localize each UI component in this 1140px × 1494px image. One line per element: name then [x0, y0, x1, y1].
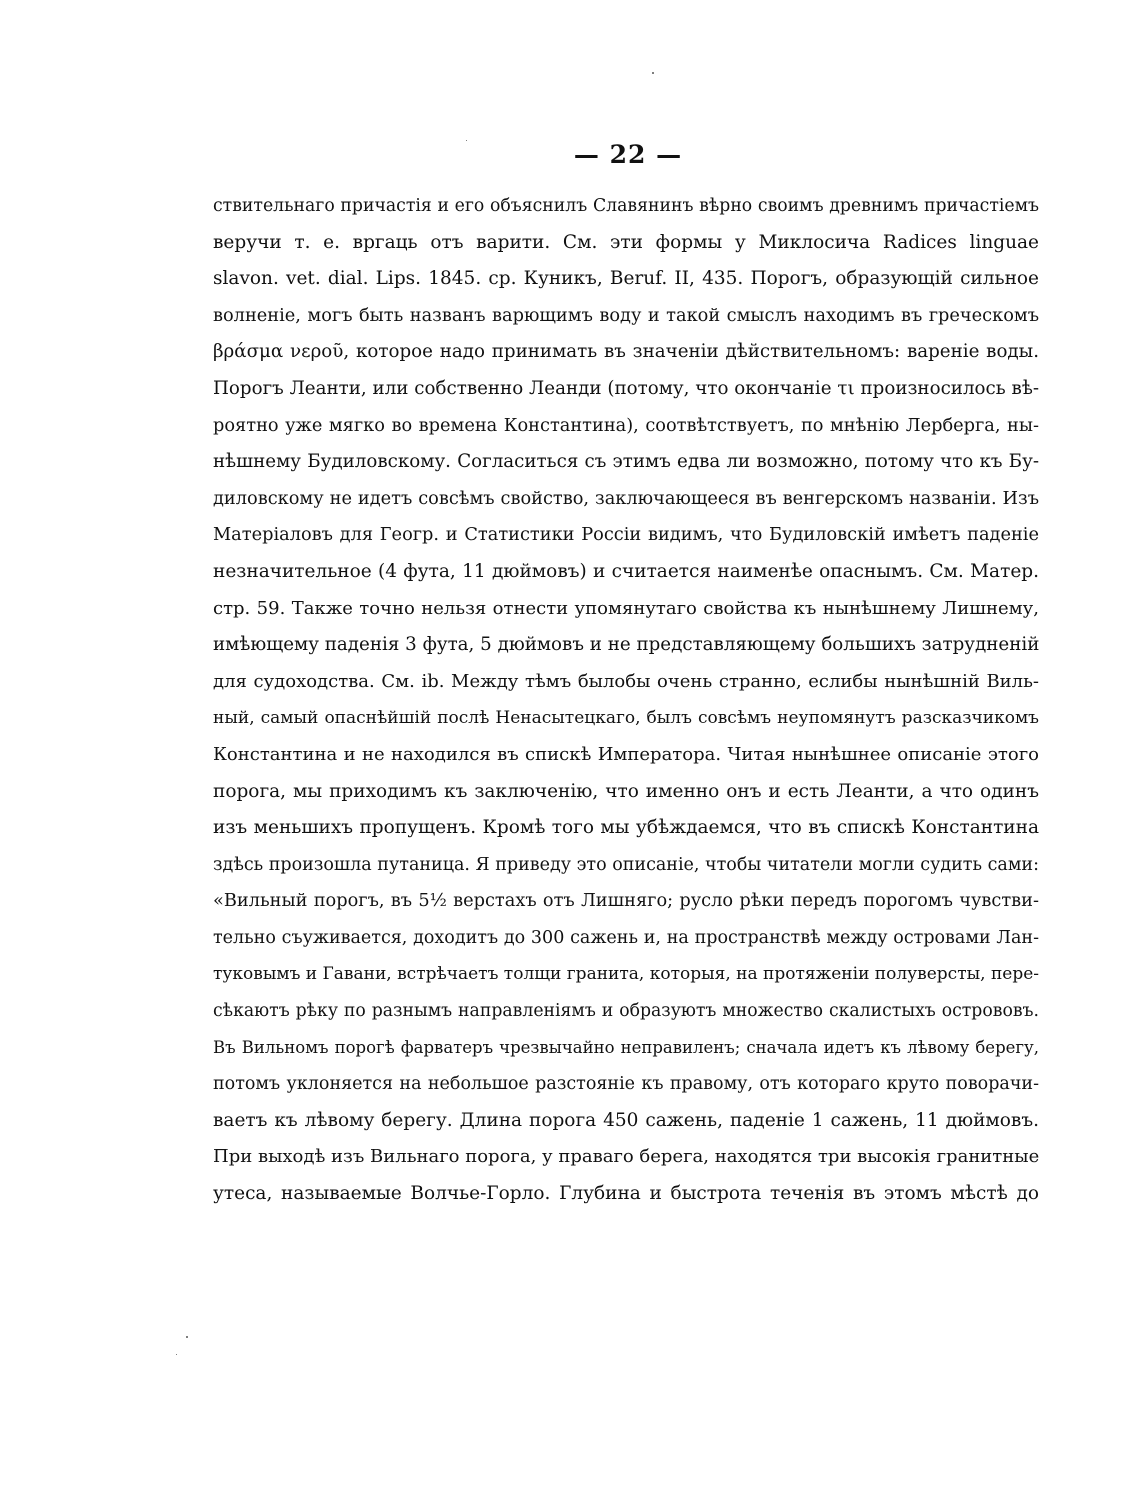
text-line: стр. 59. Также точно нельзя отнести упомянутаго свойства къ нынѣшнему Лишнему, [213, 597, 1039, 619]
page-number: — 22 — [573, 140, 683, 169]
text-line: Въ Вильномъ порогѣ фарватеръ чрезвычайно неправиленъ; сначала идетъ къ лѣвому берегу, [213, 1037, 1039, 1057]
text-line: нѣшнему Будиловскому. Согласиться съ этимъ едва ли возможно, потому что къ Бу- [213, 451, 1039, 473]
text-line: ваетъ къ лѣвому берегу. Длина порога 450 сажень, паденіе 1 сажень, 11 дюймовъ. [213, 1109, 1039, 1131]
text-line: незначительное (4 фута, 11 дюймовъ) и считается наименѣе опаснымъ. См. Матер. [213, 560, 1039, 582]
paper-speck [652, 72, 654, 74]
text-line: туковымъ и Гавани, встрѣчаетъ толщи гранита, которыя, на протяженіи полуверсты, пере- [213, 964, 1039, 985]
text-line: ный, самый опаснѣйшій послѣ Ненасытецкаго, былъ совсѣмъ неупомянутъ разсказчикомъ [213, 708, 1039, 729]
paper-speck [186, 1336, 188, 1338]
text-line: Матеріаловъ для Геогр. и Статистики Россіи видимъ, что Будиловскій имѣетъ паденіе [213, 525, 1039, 546]
text-line: роятно уже мягко во времена Константина), соотвѣтствуетъ, по мнѣнію Лерберга, ны- [213, 415, 1039, 436]
text-line: здѣсь произошла путаница. Я приведу это описаніе, чтобы читатели могли судить сами: [213, 854, 1039, 875]
text-line: изъ меньшихъ пропущенъ. Кромѣ того мы убѣждаемся, что въ спискѣ Константина [213, 817, 1039, 839]
text-line: При выходѣ изъ Вильнаго порога, у праваго берега, находятся три высокія гранитные [213, 1146, 1039, 1168]
paper-speck [176, 1354, 177, 1355]
text-line: ствительнаго причастія и его объяснилъ Славянинъ вѣрно своимъ древнимъ причастіемъ [213, 196, 1039, 216]
text-line: для судоходства. См. ib. Между тѣмъ былобы очень странно, еслибы нынѣшній Виль- [213, 670, 1039, 692]
text-line: имѣющему паденія 3 фута, 5 дюймовъ и не представляющему большихъ затрудненій [213, 634, 1039, 656]
text-line: тельно съуживается, доходитъ до 300 сажень и, на пространствѣ между островами Лан- [213, 927, 1039, 948]
text-line: Порогъ Леанти, или собственно Леанди (потому, что окончаніе τι произносилось вѣ- [213, 377, 1039, 399]
text-line: потомъ уклоняется на небольшое разстояніе къ правому, отъ котораго круто поворачи- [213, 1074, 1039, 1095]
text-line: Константина и не находился въ спискѣ Императора. Читая нынѣшнее описаніе этого [213, 743, 1039, 765]
text-line: βράσμα νεροῦ, которое надо принимать въ значеніи дѣйствительномъ: вареніе воды. [213, 341, 1039, 363]
text-line: slavon. vet. dial. Lips. 1845. ср. Куникъ, Beruf. II, 435. Порогъ, образующій сильное [213, 268, 1039, 290]
text-line: веручи т. е. вргаць отъ варити. См. эти формы у Миклосича Radices linguae [213, 231, 1039, 253]
text-line: утеса, называемые Волчье-Горло. Глубина и быстрота теченія въ этомъ мѣстѣ до [213, 1183, 1039, 1205]
text-line: «Вильный порогъ, въ 5½ верстахъ отъ Лишняго; русло рѣки передъ порогомъ чувстви- [213, 891, 1039, 912]
text-line: порога, мы приходимъ къ заключенію, что именно онъ и есть Леанти, а что одинъ [213, 780, 1039, 802]
text-line: волненіе, могъ быть названъ варющимъ воду и такой смыслъ находимъ въ греческомъ [213, 305, 1039, 326]
text-line: диловскому не идетъ совсѣмъ свойство, заключающееся въ венгерскомъ названіи. Изъ [213, 488, 1039, 509]
text-line: сѣкаютъ рѣку по разнымъ направленіямъ и образуютъ множество скалистыхъ острововъ. [213, 1001, 1039, 1022]
body-text [213, 188, 1039, 1213]
